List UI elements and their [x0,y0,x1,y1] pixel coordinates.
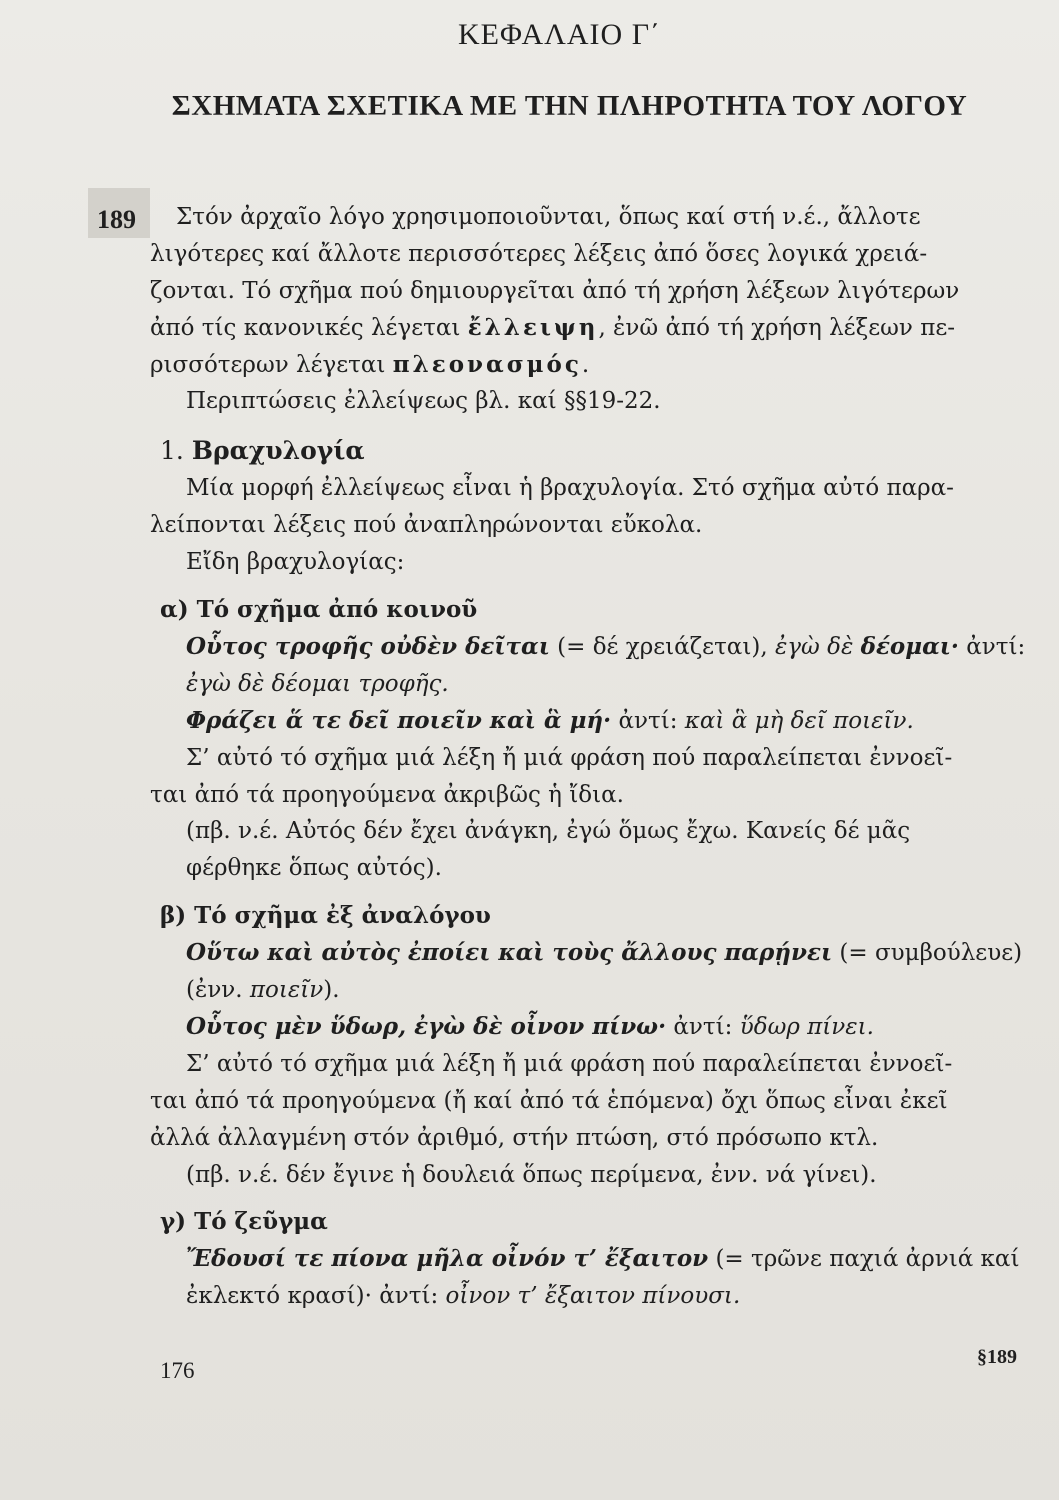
subsection-heading: α) Τό σχῆμα ἀπό κοινοῦ [160,596,478,623]
example-greek: Φράζει ἅ τε δεῖ ποιεῖν καὶ ἃ μή· [186,707,612,734]
example-line [186,1245,1019,1273]
text-fragment: ἀντί: [666,1014,740,1040]
section-number: 1. [160,436,184,465]
text-line: Στόν ἀρχαῖο λόγο χρησιμοποιοῦνται, ὅπως καί στή ν.έ., ἄλλοτε [176,204,921,230]
example-greek: δέομαι· [860,633,959,660]
text-fragment: ἀπό τίς κανονικές λέγεται [150,315,461,341]
paragraph-number: 189 [97,205,136,234]
subsection-heading: γ) Τό ζεῦγμα [160,1208,328,1235]
text-line: λιγότερες καί ἄλλοτε περισσότερες λέξεις ἀπό ὅσες λογικά χρειά- [150,241,928,267]
text-line: ται ἀπό τά προηγούμενα ἀκριβῶς ἡ ἴδια. [150,782,624,808]
text-line: Περιπτώσεις ἐλλείψεως βλ. καί §§19-22. [186,388,661,414]
example-greek: ἐγὼ δὲ [774,634,861,660]
text-line: ται ἀπό τά προηγούμενα (ἤ καί ἀπό τά ἑπόμενα) ὄχι ὅπως εἶναι ἐκεῖ [150,1088,948,1114]
page-number: 176 [160,1358,195,1383]
text-fragment: ). [323,977,340,1003]
section-heading [160,437,365,465]
text-fragment: (= τρῶνε παχιά ἀρνιά καί [708,1246,1020,1272]
example-line [186,707,914,735]
text-line: (πβ. ν.έ. δέν ἔγινε ἡ δουλειά ὅπως περίμενα, ἐνν. νά γίνει). [186,1162,877,1188]
example-greek: ὕδωρ πίνει. [739,1014,874,1040]
example-line [186,1013,874,1041]
example-greek: Ἔδουσί τε πίονα μῆλα οἶνόν τ’ ἔξαιτον [186,1245,709,1272]
chapter-subtitle: ΣΧΗΜΑΤΑ ΣΧΕΤΙΚΑ ΜΕ ΤΗΝ ΠΛΗΡΟΤΗΤΑ ΤΟΥ ΛΟΓΟΥ [171,90,968,122]
example-greek: οἶνον τ’ ἔξαιτον πίνουσι. [445,1283,741,1309]
example-line [186,939,1022,967]
example-line [186,633,1025,661]
text-line [150,314,955,342]
text-fragment: (ἐνν. [186,977,250,1003]
text-fragment: ἀντί: [611,708,685,734]
text-fragment: (= συμβούλευε) [832,940,1023,966]
subsection-heading: β) Τό σχῆμα ἐξ ἀναλόγου [160,902,491,929]
text-line: Σ’ αὐτό τό σχῆμα μιά λέξη ἤ μιά φράση πού παραλείπεται ἐννοεῖ- [186,745,953,771]
example-greek: Οὗτος μὲν ὕδωρ, ἐγὼ δὲ οἶνον πίνω· [186,1013,667,1040]
text-fragment: . [581,352,590,378]
text-line: (πβ. ν.έ. Αὐτός δέν ἔχει ἀνάγκη, ἐγώ ὅμως ἔχω. Κανείς δέ μᾶς [186,818,911,844]
text-fragment: ἀντί: [958,634,1026,660]
section-reference: §189 [977,1346,1017,1368]
text-line: Μία μορφή ἐλλείψεως εἶναι ἡ βραχυλογία. Στό σχῆμα αὐτό παρα- [186,475,954,501]
text-fragment: ἐκλεκτό κρασί)· ἀντί: [186,1283,446,1309]
text-line: λείπονται λέξεις πού ἀναπληρώνονται εὔκολα. [150,512,703,538]
chapter-title: ΚΕΦΑΛΑΙΟ Γ΄ [457,18,662,51]
text-line: Σ’ αὐτό τό σχῆμα μιά λέξη ἤ μιά φράση πού παραλείπεται ἐννοεῖ- [186,1051,953,1077]
text-line: Εἴδη βραχυλογίας: [186,549,405,575]
example-line [186,1282,740,1310]
example-line [186,976,340,1004]
text-line [150,351,589,379]
example-greek: Οὗτος τροφῆς οὐδὲν δεῖται [186,633,550,660]
example-line: ἐγὼ δὲ δέομαι τροφῆς. [186,671,449,697]
text-fragment: , ἐνῶ ἀπό τή χρήση λέξεων πε- [598,315,956,341]
text-line: φέρθηκε ὅπως αὐτός). [186,855,442,881]
text-line: ζονται. Τό σχῆμα πού δημιουργεῖται ἀπό τή χρήση λέξεων λιγότερων [150,278,960,304]
text-fragment: (= δέ χρειάζεται), [549,634,775,660]
example-greek: Οὕτω καὶ αὐτὸς ἐποίει καὶ τοὺς ἄλλους παρῄνει [186,939,833,966]
term-pleonasmos: πλεονασμός [392,351,582,378]
example-greek: ποιεῖν [249,977,324,1003]
section-title: Βραχυλογία [191,436,365,465]
term-elleipsi: ἔλλειψη [467,314,599,341]
text-line: ἀλλά ἀλλαγμένη στόν ἀριθμό, στήν πτώση, στό πρόσωπο κτλ. [150,1125,879,1151]
text-fragment: ρισσότερων λέγεται [150,352,386,378]
example-greek: καὶ ἃ μὴ δεῖ ποιεῖν. [684,708,914,734]
